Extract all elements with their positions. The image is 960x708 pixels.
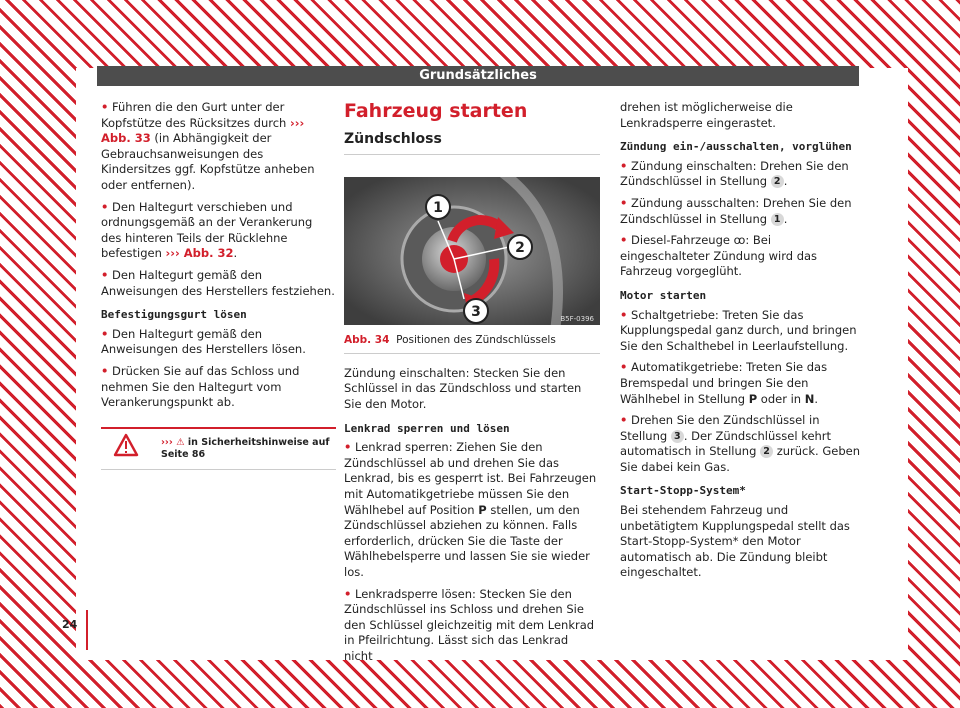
position-marker: 1	[771, 213, 784, 226]
svg-text:2: 2	[515, 239, 525, 256]
middle-column	[344, 100, 600, 670]
svg-text:1: 1	[433, 199, 443, 216]
figure-code: B5F-0396	[560, 314, 594, 323]
list-item: • Automatikgetriebe: Treten Sie das Bremspedal und bringen Sie den Wählhebel in Stellung P oder in N.	[620, 360, 828, 406]
list-item: • Drehen Sie den Zündschlüssel in Stellung 3 . Der Zündschlüssel kehrt automatisch in Stellung 2 zurück. Geben Sie dabei kein Gas.	[620, 413, 860, 474]
list-item: • Zündung einschalten: Drehen Sie den Zündschlüssel in Stellung 2 .	[620, 158, 849, 189]
warning-triangle-icon	[113, 433, 139, 457]
list-item: • Schaltgetriebe: Treten Sie das Kupplungspedal ganz durch, und bringen Sie den Schalthebel in Leerlaufstellung.	[620, 307, 857, 353]
left-column	[101, 100, 336, 470]
glow-plug-icon: ꝏ	[733, 233, 746, 248]
svg-text:3: 3	[471, 303, 481, 320]
figure-link[interactable]: ››› Abb. 32	[165, 246, 234, 261]
list-item: • Führen die den Gurt unter der Kopfstütze des Rücksitzes durch ››› Abb. 33 (in Abhängigkeit der Gebrauchsanweisungen des Kindersitzes ggf. Kopfstütze anheben oder entfernen).	[101, 100, 315, 192]
paragraph: drehen ist möglicherweise die Lenkradsperre eingerastet.	[620, 100, 793, 130]
callout-3	[464, 299, 488, 323]
list-item: • Lenkrad sperren: Ziehen Sie den Zündschlüssel ab und drehen Sie das Lenkrad, bis es gesperrt ist. Bei Fahrzeugen mit Automatikgetriebe müssen Sie den Wählhebel auf Position P stellen, um den Zündschlüssel abziehen zu können. Falls erforderlich, drücken Sie die Taste der Wählhebelsperre und lassen Sie sie wieder los.	[344, 440, 597, 579]
intro-text: Zündung einschalten: Stecken Sie den Schlüssel in das Zündschloss und starten Sie den Motor.	[344, 365, 582, 411]
list-item: • Lenkradsperre lösen: Stecken Sie den Zündschlüssel ins Schloss und drehen Sie den Schlüssel gleichzeitig mit dem Lenkrad in Pfeilrichtung. Lässt sich das Lenkrad nicht	[344, 586, 595, 663]
right-column	[620, 100, 860, 587]
chapter-title: Fahrzeug starten	[344, 100, 528, 122]
subheading: Zündung ein-/ausschalten, vorglühen	[620, 140, 852, 154]
section-header: Grundsätzliches	[97, 66, 859, 86]
position-marker: 3	[671, 430, 684, 443]
warning-box: ››› ⚠ in Sicherheitshinweise auf Seite 86	[101, 427, 336, 470]
paragraph: Bei stehendem Fahrzeug und unbetätigtem Kupplungspedal stellt das Start-Stopp-System* den Motor automatisch ab. Die Zündung bleibt eingeschaltet.	[620, 503, 850, 580]
subheading: Motor starten	[620, 288, 707, 302]
list-item: • Den Haltegurt verschieben und ordnungsgemäß an der Verankerung des hinteren Teils der Rücklehne befestigen ››› Abb. 32.	[101, 199, 313, 261]
figure-caption: Abb. 34 Positionen des Zündschlüssels	[344, 333, 600, 354]
list-item: • Drücken Sie auf das Schloss und nehmen Sie den Haltegurt vom Verankerungspunkt ab.	[101, 363, 300, 410]
page-number: 24	[62, 618, 78, 631]
warning-ref[interactable]: ››› ⚠ in Sicherheitshinweise auf	[161, 436, 330, 448]
list-item: • Zündung ausschalten: Drehen Sie den Zündschlüssel in Stellung 1 .	[620, 195, 852, 226]
callout-2	[508, 235, 532, 259]
list-item: • Diesel-Fahrzeuge ꝏ: Bei eingeschalteter Zündung wird das Fahrzeug vorgeglüht.	[620, 233, 818, 279]
subheading: Befestigungsgurt lösen	[101, 308, 247, 322]
page-number-bar	[86, 610, 88, 650]
figure-link[interactable]: ››› Abb. 33	[101, 115, 305, 146]
list-item: • Den Haltegurt gemäß den Anweisungen des Herstellers lösen.	[101, 326, 306, 357]
section-title: Zündschloss	[344, 132, 600, 155]
subheading: Start-Stopp-System*	[620, 484, 746, 498]
subheading: Lenkrad sperren und lösen	[344, 421, 510, 435]
position-marker: 2	[771, 175, 784, 188]
callout-1	[426, 195, 450, 219]
list-item: • Den Haltegurt gemäß den Anweisungen des Herstellers festziehen.	[101, 267, 335, 298]
ignition-figure	[344, 177, 600, 325]
position-marker: 2	[760, 445, 773, 458]
